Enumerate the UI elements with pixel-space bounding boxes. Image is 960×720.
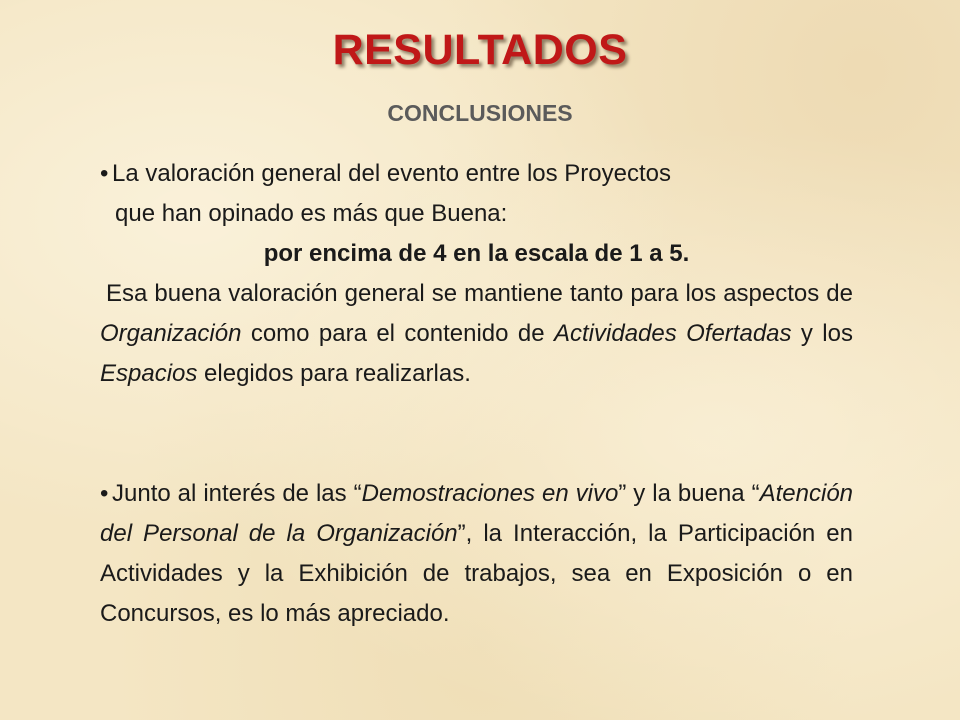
bullet-icon: •: [100, 160, 109, 187]
paragraph-2-text-c: y los: [791, 320, 853, 347]
paragraph-1-text-1: La valoración general del evento entre los Proyectos: [112, 160, 672, 187]
paragraph-2-em-espacios: Espacios: [100, 360, 198, 387]
paragraph-1-highlight: por encima de 4 en la escala de 1 a 5.: [263, 240, 690, 267]
slide-subtitle: CONCLUSIONES: [387, 100, 573, 126]
conclusion-paragraph-3: [100, 474, 853, 634]
paragraph-3-em-atencion: Atención del Personal de la Organización: [100, 480, 854, 547]
paragraph-2-text-a: Esa buena valoración general se mantiene tanto para los aspectos de: [106, 280, 853, 307]
paragraph-2-text-b: como para el contenido de: [241, 320, 554, 347]
bullet-icon: •: [100, 480, 109, 507]
paragraph-3-em-demostraciones: Demostraciones en vivo: [361, 480, 619, 507]
conclusion-paragraph-1: [100, 154, 853, 274]
paragraph-2-em-actividades: Actividades Ofertadas: [554, 320, 792, 347]
slide-title: RESULTADOS: [332, 26, 628, 74]
paragraph-3-text-c: ”, la Interacción, la Participación en Actividades y la Exhibición de trabajos, sea en Exposición o en Concursos, es lo más apreciado.: [100, 520, 853, 627]
paragraph-3-text-b: ” y la buena “: [618, 480, 760, 507]
paragraph-3-text-a: Junto al interés de las “: [112, 480, 362, 507]
paragraph-2-text-d: elegidos para realizarlas.: [197, 360, 471, 387]
paragraph-1-line-2: que han opinado es más que Buena:: [115, 200, 508, 227]
conclusion-paragraph-2: [100, 274, 853, 394]
paragraph-1-line-1: [100, 154, 853, 194]
paragraph-2-em-organizacion: Organización: [100, 320, 242, 347]
